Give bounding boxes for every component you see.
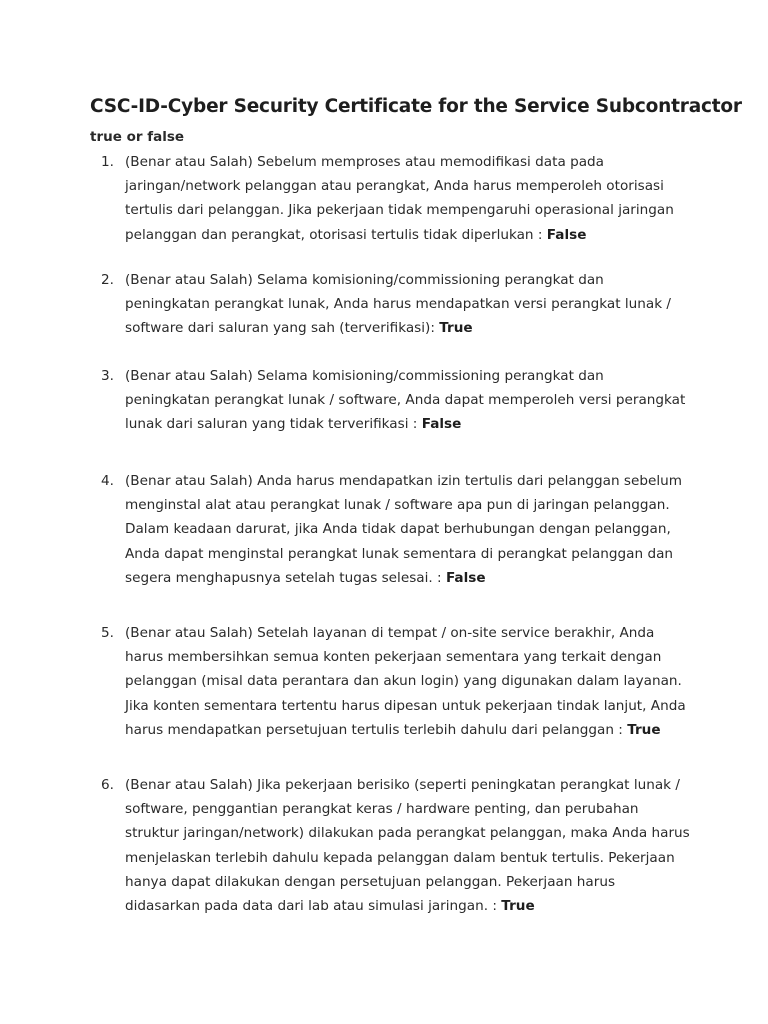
question-body xyxy=(125,364,690,437)
question-text: (Benar atau Salah) Selama komisioning/commissioning perangkat dan peningkatan perangkat lunak, Anda harus mendapatkan versi perangkat lunak / software dari saluran yang sah (terverifikasi): xyxy=(125,272,671,337)
question-answer: True xyxy=(501,898,535,915)
question-answer: False xyxy=(445,569,486,586)
question-text: (Benar atau Salah) Anda harus mendapatkan izin tertulis dari pelanggan sebelum menginstal alat atau perangkat lunak / software apa pun di jaringan pelanggan. Dalam keadaan darurat, jika Anda tidak dapat berhubungan dengan pelanggan, Anda dapat menginstal perangkat lunak sementara di perangkat pelanggan dan segera menghapusnya setelah tugas selesai. : xyxy=(125,473,682,586)
question-item xyxy=(90,150,690,247)
question-text: (Benar atau Salah) Jika pekerjaan berisiko (seperti peningkatan perangkat lunak / software, penggantian perangkat keras / hardware penting, dan perubahan struktur jaringan/network) dilakukan pada perangkat pelanggan, maka Anda harus menjelaskan terlebih dahulu kepada pelanggan dalam bentuk tertulis. Pekerjaan hanya dapat dilakukan dengan persetujuan pelanggan. Pekerjaan harus didasarkan pada data dari lab atau simulasi jaringan. : xyxy=(125,777,690,915)
question-body xyxy=(125,773,690,918)
question-number: 4. xyxy=(101,473,114,489)
question-body xyxy=(125,150,690,247)
question-answer: True xyxy=(627,721,661,738)
question-number: 2. xyxy=(101,272,114,288)
question-body xyxy=(125,268,690,341)
question-number: 3. xyxy=(101,368,114,384)
question-number: 6. xyxy=(101,777,114,793)
question-number: 5. xyxy=(101,625,114,641)
question-item xyxy=(90,621,690,742)
question-answer: True xyxy=(439,320,473,337)
question-body xyxy=(125,469,690,590)
question-number: 1. xyxy=(101,154,114,170)
page-title: CSC-ID-Cyber Security Certificate for the Service Subcontractor xyxy=(90,96,742,117)
question-item xyxy=(90,469,690,590)
question-body xyxy=(125,621,690,742)
question-text: (Benar atau Salah) Selama komisioning/commissioning perangkat dan peningkatan perangkat lunak / software, Anda dapat memperoleh versi perangkat lunak dari saluran yang tidak terverifikasi : xyxy=(125,368,686,433)
question-text: (Benar atau Salah) Sebelum memproses atau memodifikasi data pada jaringan/network pelanggan atau perangkat, Anda harus memperoleh otorisasi tertulis dari pelanggan. Jika pekerjaan tidak mempengaruhi operasional jaringan pelanggan dan perangkat, otorisasi tertulis tidak diperlukan : xyxy=(125,154,674,243)
question-item xyxy=(90,364,690,437)
question-answer: False xyxy=(421,416,462,433)
question-item xyxy=(90,773,690,918)
question-answer: False xyxy=(546,226,587,243)
question-item xyxy=(90,268,690,341)
question-text: (Benar atau Salah) Setelah layanan di tempat / on-site service berakhir, Anda harus membersihkan semua konten pekerjaan sementara yang terkait dengan pelanggan (misal data perantara dan akun login) yang digunakan dalam layanan. Jika konten sementara tertentu harus dipesan untuk pekerjaan tindak lanjut, Anda harus mendapatkan persetujuan tertulis terlebih dahulu dari pelanggan : xyxy=(125,625,686,738)
section-subtitle: true or false xyxy=(90,129,185,145)
